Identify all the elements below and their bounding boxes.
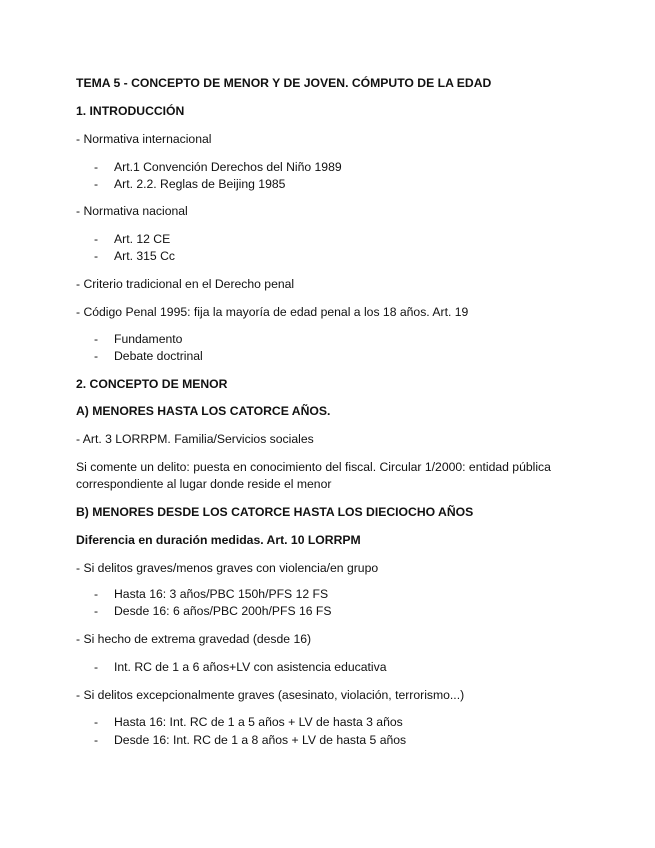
- bullet-dash: -: [94, 160, 99, 174]
- subsection-b-subheading: Diferencia en duración medidas. Art. 10 LORRPM: [76, 533, 361, 547]
- paragraph-line: Si comente un delito: puesta en conocimiento del fiscal. Circular 1/2000: entidad pública: [76, 460, 551, 474]
- subsection-a-heading: A) MENORES HASTA LOS CATORCE AÑOS.: [76, 404, 331, 418]
- bullet-dash: -: [94, 587, 99, 601]
- list-item: Art. 12 CE: [114, 232, 171, 246]
- list-item: Int. RC de 1 a 6 años+LV con asistencia educativa: [114, 660, 387, 674]
- delitos-graves-line: - Si delitos graves/menos graves con violencia/en grupo: [76, 561, 379, 575]
- art-3-line: - Art. 3 LORRPM. Familia/Servicios sociales: [76, 432, 314, 446]
- list-item: Hasta 16: 3 años/PBC 150h/PFS 12 FS: [114, 587, 329, 601]
- list-item: Desde 16: Int. RC de 1 a 8 años + LV de hasta 5 años: [114, 733, 407, 747]
- paragraph-line: correspondiente al lugar donde reside el menor: [76, 477, 332, 491]
- bullet-dash: -: [94, 332, 99, 346]
- codigo-penal-line: - Código Penal 1995: fija la mayoría de edad penal a los 18 años. Art. 19: [76, 305, 469, 319]
- list-item: Art. 315 Cc: [114, 249, 175, 263]
- excepcionalmente-graves-line: - Si delitos excepcionalmente graves (asesinato, violación, terrorismo...): [76, 688, 465, 702]
- bullet-dash: -: [94, 733, 99, 747]
- normativa-nacional-line: - Normativa nacional: [76, 204, 188, 218]
- bullet-dash: -: [94, 249, 99, 263]
- list-item: Art. 2.2. Reglas de Beijing 1985: [114, 177, 286, 191]
- list-item: Art.1 Convención Derechos del Niño 1989: [114, 160, 342, 174]
- list-item: Fundamento: [114, 332, 183, 346]
- document-title: TEMA 5 - CONCEPTO DE MENOR Y DE JOVEN. CÓMPUTO DE LA EDAD: [76, 76, 492, 90]
- bullet-dash: -: [94, 715, 99, 729]
- subsection-b-heading: B) MENORES DESDE LOS CATORCE HASTA LOS DIECIOCHO AÑOS: [76, 505, 474, 519]
- normativa-internacional-line: - Normativa internacional: [76, 132, 212, 146]
- bullet-dash: -: [94, 604, 99, 618]
- bullet-dash: -: [94, 232, 99, 246]
- bullet-dash: -: [94, 349, 99, 363]
- extrema-gravedad-line: - Si hecho de extrema gravedad (desde 16): [76, 632, 312, 646]
- list-item: Debate doctrinal: [114, 349, 203, 363]
- list-item: Desde 16: 6 años/PBC 200h/PFS 16 FS: [114, 604, 332, 618]
- criterio-line: - Criterio tradicional en el Derecho penal: [76, 277, 295, 291]
- bullet-dash: -: [94, 177, 99, 191]
- bullet-dash: -: [94, 660, 99, 674]
- list-item: Hasta 16: Int. RC de 1 a 5 años + LV de hasta 3 años: [114, 715, 403, 729]
- section-1-heading: 1. INTRODUCCIÓN: [76, 104, 185, 118]
- section-2-heading: 2. CONCEPTO DE MENOR: [76, 377, 228, 391]
